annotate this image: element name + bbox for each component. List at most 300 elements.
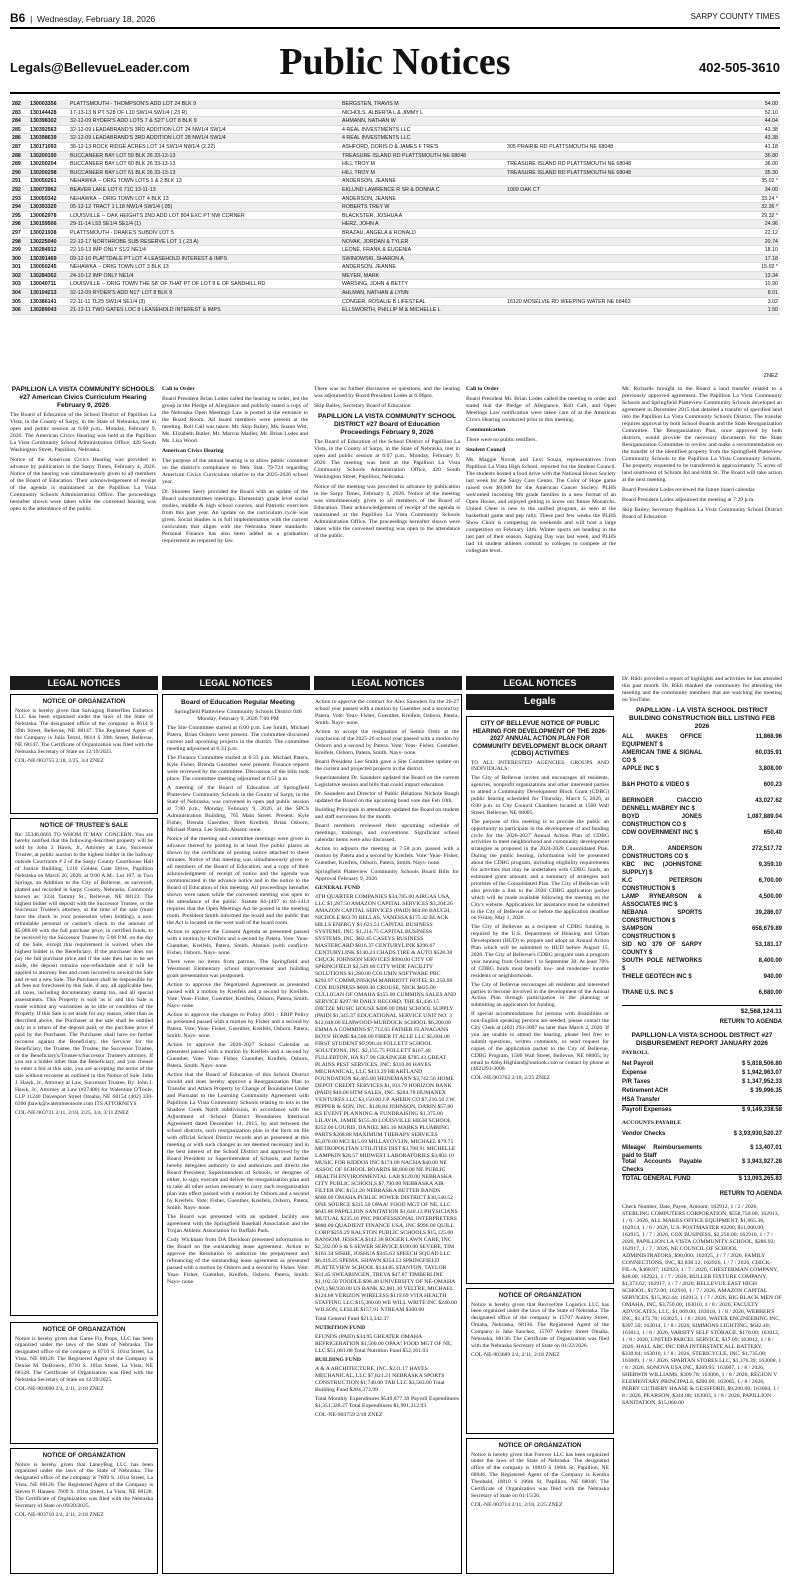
tax-table-footer: ZNEZ [763, 373, 778, 379]
table-cell: 130284912 [30, 247, 57, 254]
notice-title: NOTICE OF ORGANIZATION [42, 1326, 126, 1333]
springfield-minutes [162, 694, 462, 1574]
table-cell: 282 [12, 101, 21, 107]
table-cell: 33.24 * [761, 195, 778, 202]
list-item [622, 973, 782, 989]
list-item [622, 1069, 782, 1078]
ap-rows [622, 1130, 782, 1172]
minutes-title: PAPILLION LA VISTA COMMUNITY SCHOOLS #27 American Civics Curriculum Hearing February 9, 2026 [11, 386, 155, 409]
table-cell: 32-12-09 LEADABRAND'S 3RD ADDITION LOT 24 NW1/4 SW1/4 [70, 126, 226, 133]
springfield-para: Action that the Board of Education of this School District should and does hereby approve a Reorganization Plan to Transfer and Attach Property by Change of Boundaries Under and Pursuant to the Learning Community Agreement with Papillion La Vista Community Schools relating to lots in the Shadow Creek North subdivision, in accordance with the Adjustment of School District Boundaries Interlocal Agreement dated December 14, 2015, by and between the school districts, such reorganization plan in the form on file with official School District records and as presented at this meeting or with such changes as are deemed necessary and in the best interest of the School District and approved by the Board President or Superintendent of Schools, and further hereby delegates authority to and authorizes and directs the Board President, Superintendent of Schools, or designee of either, to sign, execute and deliver the reorganization plan and to take all other action necessary to carry such reorganization plan into effect passed with a motion by Osborn and a second by Kreifels. Vote: Fisher, Guenther, Kreifels, Osborn, Patera, Smith. Nays- none. [167, 1072, 309, 1211]
table-cell: TREASURE ISLAND RD PLATTSMOUTH NE 68048 [342, 152, 467, 159]
table-cell: 130393320 [30, 204, 57, 211]
minutes-para: Dr. Shureen Seery provided the Board with an update of the Board subcommittees meetings. Elementary grade level social studies, middle & high school courses, and Patriotic exercises from this past year. An update on the curriculum cycle was given. Social Studies is in full implementation with the current curriculum that aligns with the Nebraska State standards. Personal Finance has also been added as a graduation requirement as required by law. [162, 489, 308, 544]
table-cell: TREASURE ISLAND RD PLATTSMOUTH NE 68048 [507, 161, 632, 168]
table-cell: WARSING, JOHN & BETTY [342, 281, 409, 288]
table-cell: 130200298 [30, 169, 57, 176]
list-item-label: SOUTH POLE NETWORKS $ [622, 958, 702, 973]
list-item [622, 877, 782, 893]
table-cell: 43.38 [764, 135, 778, 142]
table-row [12, 160, 780, 169]
minutes-para: Notice of the American Civics Hearing was provided in advance by publication in the Sarpy Times, February 4, 2026. Notice of the hearing was simultaneously given to all members of the Board of Education. Their acknowledgement of receipt of the agenda is maintained at the Papillion La Vista Community Schools Administration Office. The proceedings hereafter shown were taken while the convened hearing was open to the attendance of the public. [10, 457, 156, 512]
list-item-label: CDW GOVERNMENT INC $ [622, 830, 699, 836]
minutes-col-4 [466, 386, 616, 668]
minutes-para: The purpose of the annual hearing is to allow public comment on the district's compliance to Neb. Stat. 79-724 regarding American Civics Curriculum relative to the 2025-2026 school year. [162, 458, 308, 485]
bills-total: $2,568,124.11 [622, 1005, 782, 1015]
springfield-bills: A & A ARCHITECTURE, INC. $231.17 HAYES MECHANICAL, LLC $7,821.21 NEBRASKA SPORTS CONSTRUCTION $1,740.00 TAB LLC $3,583.00 Total Building Fund $284,373.99 [315, 1366, 445, 1393]
list-item [622, 1060, 782, 1069]
notice-code: COL-NE-903755 2/18, 2/25, 3/4 ZNEZ [15, 757, 104, 764]
notice-body: Notice is hereby given that Forever LLC has been organized under the laws of the State of Nebraska. The designated office of the company is 10810 S 106th St, Papillion, NE 68046. The Registered Agent of the Company is Kendra Theobald, 10810 S 106th St, Papillion, NE 68046. The Certificate of Organization was filed with the Nebraska Secretary of State on 01/15/26. [471, 1451, 609, 1499]
general-fund-total [622, 1174, 782, 1187]
list-item-value: 4,500.00 [758, 894, 782, 900]
minutes-para: The Board of Education of the School District of Papillion La Vista, in the County of Sarpy, in the State of Nebraska, met in open and public session at 6:07 p.m., Monday, February 9, 2026. The meeting was held at the Papillion La Vista Community Schools Administration Office, 420 South Washington Street, Papillion, Nebraska. [314, 439, 460, 480]
list-item-label: D.R. ANDERSON CONSTRUCTORS CO $ [622, 846, 702, 861]
list-item-value: 11,868.96 [755, 734, 782, 740]
table-cell: 283 [12, 109, 21, 116]
table-cell: 130200190 [30, 152, 57, 159]
table-cell: 13.34 [764, 272, 778, 279]
notice-title: CITY OF BELLEVUE NOTICE OF PUBLIC HEARING FOR DEVELOPMENT OF THE 2026-2027 ANNUAL ACTION PLAN FOR COMMUNITY DEVELOPMENT BLOCK GRANT (CDBG) ACTIVITIES [472, 720, 608, 757]
payroll-rows [622, 1060, 782, 1105]
table-cell: 16120 MOSELVIE RD WEEPING WATER NE 68463 [507, 298, 631, 305]
table-cell: 09-12-10 PLATTDALE PT LOT 4 LEASEHOLD INTEREST & IMPS [70, 255, 228, 262]
minutes-col-2 [162, 386, 308, 668]
table-cell: 130386141 [30, 298, 57, 305]
table-row [12, 255, 780, 264]
list-item [622, 781, 782, 797]
list-item-value: $ 5,818,506.80 [741, 1061, 782, 1067]
list-item [622, 733, 782, 749]
table-row [12, 272, 780, 281]
springfield-para: There were no items from patrons. The Springfield and Westmont Elementary school improvement and building goals presentation was postponed. [167, 959, 309, 979]
list-item-value: 6,700.00 [758, 878, 782, 884]
page-number: B6 [10, 11, 26, 25]
legal-notices-bar: LEGAL NOTICES [314, 676, 462, 690]
list-item [622, 1144, 782, 1158]
list-item-value: 600.23 [763, 782, 782, 788]
minutes-signature: Skip Bailey, Secretary Board of Education [314, 403, 411, 409]
table-row [12, 134, 780, 143]
springfield-para: Building Principals in attendance updated the Board on student and staff successes for the month. [315, 807, 459, 820]
table-cell: 130050261 [30, 178, 57, 185]
list-item-value: 39,286.07 [755, 910, 782, 916]
list-item-value: 658,679.89 [751, 926, 782, 932]
gf-total-label: TOTAL GENERAL FUND [622, 1176, 691, 1182]
payroll-heading: PAYROLL [622, 1050, 649, 1056]
check-register: Check Number, Date, Payee, Amount: 162912, 1 / 2 / 2026, STERLING COMPUTERS CORPORATION, $558,750.00; 162913, 1 / 6 / 2026, ALL MAKES OFFICE EQUIPMENT, $1,065.36; 162914, 1 / 6 / 2026, U.S. POSTMASTER #2200, $11,000.00; 162915, 1 / 7 / 2026, COX BUSINESS, $2,256.00; 162916, 1 / 7 / 2026, PAPILLION LA VISTA COMMUNITY SCHOOL, $286.93; 162917, 1 / 7 / 2026, NE COUNCIL OF SCHOOL ADMINISTRATORS, $90,000; 162925, 1 / 7 / 2026, FAMILY CONNECTIONS, INC, $2,838.12; 162926, 1 / 7 / 2026, CHICK-FIL-A, $468.97; 162923, 1 / 7 / 2026, CHESTERMAN COMPANY, $48.00; 162921, 1 / 7 / 2026, BULLER FIXTURE COMPANY, $1,373.62; 162917, 1 / 7 / 2026, BELLEVUE EAST HIGH SCHOOL, $172.00; 162916, 1 / 7 / 2026, AMAZON CAPITAL SERVICES, $15,363.44; 162913, 1 / 7 / 2026, BIG BLACK MEN OF OMAHA, INC, $3,750.00; 163010, 1 / 8 / 2026, FACULTY ADVOCATES, LLC, $1,069.00; 163018, 1 / 8 / 2026, WEBBER'S INC, $1,472.70; 163025, 1 / 8 / 2026, WATER ENGINEERING INC, $397.50; 163014, 1 / 8 / 2026, SIMMONS LIGHTING, $642.40; 163013, 1 / 8 / 2026, VARSITY SELF STORAGE, $170.00; 163012, 1 / 8 / 2026, UNITED PARCEL SERVICE, $17.09; 163012, 1 / 8 / 2026, HALL ABC INC DBA INTERSTATE ALL BATTERY, $330.84; 163010, 1 / 8 / 2026, STERICYCLE, INC, $1,735.08; 163009, 1 / 8 / 2026, SPARTAN STORES LLC, $1,376.39; 163008, 1 / 8 / 2026, SONOVA USA INC, $269.95; 163007, 1 / 8 / 2026, SHERWIN WILLIAMS, $309.78; 163006, 1 / 8 / 2026, REGION V ELEMENTARY PRINCIPALS, $200.00; 163005, 1 / 8 / 2026, PERRY GUTHERY HAASE & GESSFORD, $9,200.00; 163004, 1 / 8 / 2026, PEARSON, $344.08; 163003, 1 / 8 / 2026, PAPILLION SANITATION, $15,060.00 [622, 1204, 782, 1406]
table-cell: 32.36 * [761, 204, 778, 211]
table-cell: 32-12-09 RYDER'S ADD LOTS 7 & S27' LOT 8 BLK 9 [70, 118, 197, 125]
minutes-para: Board President Brian Lodes called the hearing to order, led the group in the Pledge of Allegiance and publicly stated a copy of the Nebraska Open Meetings Law is posted at the entrance to the Board Room. All board members were present at the meeting. Roll Call was taken: Mr. Skip Bailey, Ms. Suann Witt, Ms. Elizabeth Butler, Mr. Marcus Madler, Mr. Brian Lodes and Ms. Lisa Wood. [162, 396, 308, 444]
springfield-para: Action to approve the contract for Alex Saunders for the 26-27 school year passed with a motion by Guenther and a second by Patera. Vote: Yeas- Fisher, Guenther, Kreifels, Osborn, Patera, Smith. Nays- none. [315, 699, 459, 726]
springfield-para: The Site Committee started at 6:00 p.m. Lee Smith, Michael Patera, Brian Osborn were present. The committee discussed current and upcoming projects in the district. The committee meeting adjourned at 6:31 p.m. [167, 725, 309, 752]
table-cell: 54.00 [764, 101, 778, 107]
notice-city-bellevue-cdbg [466, 716, 614, 1284]
table-row [12, 238, 780, 247]
return-to-agenda-link-2[interactable]: RETURN TO AGENDA [719, 1191, 782, 1197]
table-cell: 303 [12, 281, 21, 288]
table-cell: MEYER, MARK [342, 272, 380, 279]
table-cell: AHLMAN, NATHAN & LYNN [342, 290, 409, 297]
table-cell: 130225040 [30, 238, 57, 245]
table-cell: 300 [12, 255, 21, 262]
springfield-col-1 [167, 699, 309, 1569]
list-item-value: 8,400.00 [758, 958, 782, 964]
table-cell: 305 [12, 298, 21, 305]
minutes-para: Mr. Richards brought to the Board a land transfer related to a previously approved agreement. The Papillion La Vista Community Schools and Springfield Platteview Community Schools developed an agreement in December 2015 that detailed a transfer of specified land into the Papillion La Vista Community Schools District. The transfer requires approval by both School Boards and the State Reorganization Committee. The Reorganization Plan, once approved by both districts, would provide the necessary documents for the State Reorganization Committee to review and make a recommendation on the transfer of the identified property from the Springfield Platteview Community Schools to the Papillion La Vista Community Schools. The property requested to be transferred is approximately 75 acres of land southwest of Schram Rd and 84th St. The Board will take action at the next meeting. [622, 386, 782, 483]
notice-body: The City of Bellevue invites and encourages all residents, agencies, nonprofit organizations and other interested parties to attend a Community Development Block Grant (CDBG) public hearing scheduled for Thursday, March 5, 2026, at 6:00 p.m. in City Council Chambers located at 1500 Wall Street, Bellevue, NE 68005. [471, 775, 609, 816]
table-cell: 35.02 * [761, 178, 778, 185]
masthead-title: Public Notices [279, 41, 511, 83]
list-item [622, 765, 782, 781]
table-cell: 22-12-17 NORTHROBE SUB RESERVE LOT 1 (.23 A) [70, 238, 199, 245]
table-cell: 296 [12, 221, 21, 228]
table-cell: 130284362 [30, 272, 57, 279]
table-cell: 130159506 [30, 221, 57, 228]
list-item-label: Net Payroll [622, 1061, 654, 1067]
header-rule [10, 27, 780, 29]
masthead-rule [10, 92, 780, 94]
list-item-value: $ 13,407.01 [750, 1145, 782, 1151]
springfield-title: Board of Education Regular Meeting [181, 699, 295, 706]
list-item [622, 829, 782, 845]
springfield-para: The Finance Committee started at 6:33 p.m. Michael Patera, Kyle Fisher, Brenda Guenther were present. Finance reports were reviewed by the committee. Discussion of the bills took place. The committee meeting adjourned at 6:51 p.m. [167, 755, 309, 782]
notice-trustee-sale [10, 818, 158, 1316]
table-cell: BERGSTEN, TRAVIS M [342, 101, 399, 107]
table-cell: ANDERSON, JEANNE [342, 178, 396, 185]
legal-notices-bar: LEGAL NOTICES [162, 676, 310, 690]
table-cell: 18.10 [764, 247, 778, 254]
table-cell: 287 [12, 143, 21, 150]
table-cell: 29.32 * [761, 212, 778, 219]
table-cell: 41.18 [764, 143, 778, 150]
table-cell: 44.04 [764, 118, 778, 125]
list-item [622, 1130, 782, 1144]
notice-organization-5 [466, 1438, 614, 1574]
springfield-para: Board members reviewed their upcoming schedule of meetings, trainings, and conventions. Significant school calendar items were also discussed. [315, 823, 459, 843]
list-item-label: Expense [622, 1070, 647, 1076]
table-cell: SWINOWSKI, SHARON A [342, 255, 404, 262]
table-cell: HILL TROY M [342, 169, 375, 176]
springfield-para: The Board was presented with an updated facility use agreement with the Springfield Baseball Association and the Trojan Athletic Association for Buffalo Park. [167, 1214, 309, 1234]
list-item [622, 989, 782, 1005]
masthead-email[interactable]: Legals@BellevueLeader.com [10, 60, 190, 75]
table-cell: 36-12-13 ROCK RIDGE ACRES LOT 14 SW1/4 NW1/4 (2.22) [70, 143, 216, 150]
table-row [12, 203, 780, 212]
notice-code: COL-NE-903759 2/18 ZNEZ [315, 1412, 383, 1418]
list-item-label: BOYD JONES CONSTRUCTION CO $ [622, 814, 702, 829]
table-cell: EKLUND LAWRENCE R SR & DONNA C [342, 186, 440, 193]
return-to-agenda-link[interactable]: RETURN TO AGENDA [719, 1019, 782, 1025]
springfield-subtitle: Springfield Platteview Community Schools District 046 Monday, February 9, 2026 7:00 PM [174, 709, 302, 722]
table-cell: 298 [12, 238, 21, 245]
list-item [622, 813, 782, 829]
table-cell: BUCCANEER BAY LOT 59 BLK 26 33-13-13 [70, 152, 176, 159]
publication-name: SARPY COUNTY TIMES [690, 12, 780, 21]
table-cell: 130144428 [30, 109, 57, 116]
table-cell: 284 [12, 118, 21, 125]
list-item-value: $ 3,93,930,520.27 [733, 1131, 782, 1137]
table-cell: 17.18 [764, 255, 778, 262]
table-cell: 21-12-11 TWO GATES LOC 8 LEASEHOLD INTEREST & IMPS [70, 307, 221, 314]
table-row [12, 152, 780, 161]
springfield-para: A meeting of the Board of Education of Springfield Platteview Community Schools in the County of Sarpy, in the State of Nebraska, was convened in open and public session at 7:00 p.m., Monday, February 9, 2026, at the SPCS Administration Building, 765 Main Street. Present: Kyle Fisher, Brenda Guenther, Brett Kreifels, Brian Osborn, Michael Patera, Lee Smith. Absent: none. [167, 785, 309, 833]
table-cell: 22-11-11 TL29 SW1/4 SE1/4 (3) [70, 298, 146, 305]
table-row [12, 100, 780, 109]
list-item-label: HSA Transfer [622, 1097, 660, 1103]
table-row [12, 220, 780, 229]
table-cell: 297 [12, 229, 21, 236]
table-row [12, 246, 780, 255]
notice-title: NOTICE OF ORGANIZATION [42, 1452, 126, 1459]
list-item [622, 1078, 782, 1087]
minutes-title-2: PAPILLION LA VISTA COMMUNITY SCHOOL DISTRICT #27 Board of Education Proceedings February 9, 2026 [318, 413, 456, 436]
table-cell: 34.00 [764, 186, 778, 193]
notice-body: Notice is hereby given that Game Fix Props, LLC has been organized under the laws of the State of Nebraska. The designated office of the company is 8710 S. 101st Street, La Vista, NE 68128. The Registered Agent of the Company is Denise M. DeBroeck, 8710 S. 101st Street, La Vista, NE 68128. The Certificate of Organization was filed with the Nebraska Secretary of State on 12/29/2025. [15, 1335, 153, 1383]
table-row [12, 298, 780, 307]
payroll-total [622, 1105, 782, 1116]
minutes-para: Board President Lodes reviewed the future board calendar. [622, 487, 756, 493]
table-cell: ANDERSON, JEANNE [342, 264, 396, 271]
minutes-col-5 [622, 386, 782, 668]
springfield-fund-heading: GENERAL FUND [315, 885, 361, 891]
table-row [12, 177, 780, 186]
table-cell: 3.02 [767, 298, 778, 305]
list-item-label: Total Accounts Payable Checks [622, 1159, 702, 1174]
table-row [12, 143, 780, 152]
notice-body: If special accommodations for persons with disabilities or non-English speaking persons are needed, please contact the City Clerk at (402) 293-3007 no later than March 2, 2026. If you are unable to attend the hearing, please feel free to submit questions, written comments, or send request for copies of the application packet to the City of Bellevue, CDBG Program, 1500 Wall Street, Bellevue, NE 68005; by email to Abby.Highland@outlook.com or contact by phone at (402)293-3000. [471, 1011, 609, 1073]
table-cell: 20.74 [764, 238, 778, 245]
table-cell: ROBERTS TREY W [342, 204, 390, 211]
notice-body: TO ALL INTERESTED AGENCIES, GROUPS AND INDIVIDUALS: [471, 759, 609, 773]
table-row [12, 126, 780, 135]
list-item [622, 909, 782, 925]
minutes-heading: Call to Order [162, 386, 195, 392]
table-cell: 130050342 [30, 195, 57, 202]
table-cell: 4 REAL INVESTMENTS LLC [342, 135, 411, 142]
notice-title: NOTICE OF ORGANIZATION [42, 698, 126, 705]
table-cell: NEHAWKA -- ORIG TOWN LOTS 1 & 2 BLK 13 [70, 178, 182, 185]
table-cell: 130171093 [30, 143, 57, 150]
table-cell: 43.38 [764, 126, 778, 133]
list-item-value: 60,035.91 [755, 750, 782, 756]
minutes-para: Board President Mr. Brian Lodes called the meeting to order and stated that the Pledge of Allegiance, Roll Call, and Open Meetings Law notification were taken care of at the American Civics Hearing conducted prior to this meeting. [466, 396, 616, 423]
page-header [10, 10, 780, 24]
table-cell: 130021938 [30, 229, 57, 236]
list-item-label: LAMP RYNEARSON & ASSOCIATES INC $ [622, 894, 702, 909]
notice-body: Re: 35346.0603 TO WHOM IT MAY CONCERN: You are hereby notified that the following-described property will be sold by John J. Hawk, Jr., Attorney at Law, Successor Trustee, at public auction to the highest bidder in the hallway outside Courtroom # 2 of the Sarpy County Courthouse Hall of Justice Building, 1210 Golden Gate Drive, Papillion Nebraska on March 26, 2026, at 9:00 A.M.: Lot 107, in Two Springs, an Addition to the City of Bellevue, as surveyed, platted and recorded in Sarpy County, Nebraska. Commonly known as: 3334 Tammy St., Bellevue, NE 68123. The highest bidder will deposit with the Successor Trustee, or the Successor Trustee's attorney, at the time of the sale (must have the check in your possession when bidding), a non-refundable personal or cashier's check in the amount of $5,000.00 with the full purchase price, in certified funds, to be received by the Successor Trustee by 5:00 P.M. on the day of the Sale, except this requirement is waived when the highest bidder is the Beneficiary. If the purchaser does not pay the full purchase price and if the sale then has to be set aside, the deposit remains non-refundable and it will be applied to attorney fees and costs incurred to unwind the Sale and re-set a new Sale. The Purchaser shall be responsible for all fees not foreclosed by this Sale, if any, all applicable fees, all taxes, including documentary stamp tax, and all special assessments. This Property is sold 'as is' and this Sale is made without any warranties as to title or condition of the Property. If this Sale is set aside for any reason, other than as described above, the Purchaser at the sale shall be entitled only to a return of the deposit paid, or the purchase price if paid by the Purchaser. The Purchaser shall have no further recourse against the Beneficiary, the Servicer for the Beneficiary, the Trustee, the Trustee, the Successor Trustee, or the Beneficiary's/Trustee's/Successor Trustee's attorney. If you are a bidder other than the Beneficiary, and you choose to enter a bid at this sale, you are accepting the terms of the sale without recourse as outlined in this Notice of Sale. John J. Hawk, Jr., Attorney at Law, Successor Trustee, By: John J. Hawk, Jr., Attorney at Law (#27400) for Walentine O'Toole, LLP 11240 Davenport Street Omaha, NE 68154 (402) 330-6300 jhawk@walentineotoole.com ITS ATTORNEYS [15, 831, 153, 1107]
list-item-value: 9,359.10 [758, 862, 782, 868]
legal-notices-bar: LEGAL NOTICES [10, 676, 158, 690]
table-cell: 301 [12, 264, 21, 271]
minutes-para: There were no public testifiers. [466, 437, 537, 443]
table-cell: 32-12-09 RYDER'S ADD N17' LOT 8 BLK 9 [70, 290, 173, 297]
list-item-value: 3,808.00 [758, 766, 782, 772]
list-item-label: Mileage/ Reimbursements paid to Staff [622, 1145, 702, 1160]
list-item [622, 941, 782, 957]
list-item-label: NEBANA SPORTS CONSTRUCTION $ [622, 910, 702, 925]
minutes-heading: American Civics Hearing [162, 448, 224, 454]
list-item-label: K.C PETERSON CONSTRUCTION $ [622, 878, 702, 893]
table-cell: 36.00 [764, 161, 778, 168]
list-item-label: THIELE GEOTECH INC $ [622, 974, 692, 980]
list-item-value: 6,680.00 [758, 990, 782, 996]
bills-column [622, 676, 782, 1574]
list-item-value: $ 39,996.35 [750, 1088, 782, 1094]
tax-table [12, 100, 780, 315]
table-cell: 306 [12, 307, 21, 314]
minutes-para: Board President Lodes adjourned the meeting at 7:29 p.m. [622, 497, 755, 503]
table-cell: PLATTSMOUTH - DRAKE'S SUBDIV LOT 5 [70, 229, 174, 236]
table-cell: 130289043 [30, 307, 57, 314]
table-cell: 130003356 [30, 101, 57, 107]
table-cell: LOUISVILLE -- ORIG TOWN THE S8' OF THAT PT OF LOT 8 E OF SANDHILL RD [70, 281, 266, 288]
table-cell: NEHAWKA -- ORIG TOWN LOT 3 BLK 13 [70, 264, 169, 271]
notice-body: Notice is hereby given that ReviveOne Logistics LLC has been organized under the laws of the State of Nebraska. The designated office of the company is 15707 Audrey Street, Omaha, Nebraska, 68136. The Registered Agent of the Company is Jake Sanchez, 15707 Audrey Street Omaha, Nebraska, 68136. The Certificate of Organization was filed with the Nebraska Secretary of State on 01/22/2026. [471, 1301, 609, 1349]
table-cell: 304 [12, 290, 21, 297]
list-item [622, 1096, 782, 1105]
table-row [12, 169, 780, 178]
table-cell: 4 REAL INVESTMENTS LLC [342, 126, 411, 133]
table-cell: 10.90 [764, 281, 778, 288]
table-cell: 36.80 [764, 152, 778, 159]
table-cell: 130398639 [30, 135, 57, 142]
table-cell: 289 [12, 161, 21, 168]
table-cell: ELLSWORTH, PHILLIP M & MICHELLE L [342, 307, 441, 314]
table-cell: 1.50 [767, 307, 778, 314]
list-item-value: 940.00 [763, 974, 782, 980]
table-cell: PLATTSMOUTH - THOMPSON'S ADD LOT 24 BLK 9 [70, 101, 197, 107]
bill-listing [622, 733, 782, 1005]
minutes-heading: Call to Order [466, 386, 499, 392]
minutes-para: The Board of Education of the School District of Papillion La Vista, in the County of Sarpy, in the State of Nebraska, met in open and public session at 6:00 p.m., Monday, February 9, 2026. The American Civics Hearing was held at the Papillion La Vista Community School Administration Office, 420 South Washington Street, Papillion, Nebraska. [10, 412, 156, 453]
bills-title: PAPILLION - LA VISTA SCHOOL DISTRICT BUILDING CONSTRUCTION BILL LISTING FEB 2026 [628, 707, 776, 730]
list-item [622, 861, 782, 877]
payroll-total-value: $ 9,149,338.58 [741, 1107, 782, 1113]
disbursement-title: PAPILLION-LA VISTA SCHOOL DISTRICT #27 DISBURSEMENT REPORT JANUARY 2026 [631, 1032, 773, 1047]
table-row [12, 289, 780, 298]
table-cell: 288 [12, 152, 21, 159]
table-cell: 130200204 [30, 161, 57, 168]
list-item-value: 53,181.17 [755, 942, 782, 948]
list-item-value: 1,087,889.04 [746, 814, 782, 820]
springfield-totals: Total Monthly Expenditures $549,877.39 Payroll Expenditures $1,351,328.27 Total Expenditures $1,901,212.93 [315, 1396, 459, 1409]
notice-body: The City of Bellevue encourages all residents and interested parties to become involved in the development of the Annual Action Plan through participation in the planning or submitting an application for funding. [471, 981, 609, 1009]
minutes-para: Notice of the meeting was provided in advance by publication in the Sarpy Times, February 4, 2026. Notice of the meeting was simultaneously given to all members of the Board of Education. Their acknowledgement of receipt of the agenda is maintained at the Papillion La Vista Community Schools Administration Office. The proceedings hereafter shown were taken while the convened meeting was open to the attendance of the public. [314, 484, 460, 539]
table-cell: NEHAWKA -- ORIG TOWN LOT 4 BLK 13 [70, 195, 169, 202]
table-cell: 130050245 [30, 264, 57, 271]
table-cell: BRAZAU, ANGELA & RONALD [342, 229, 416, 236]
notice-body: Notice is hereby given that LaneyBug LLC has been organized under the laws of the State of Nebraska. The designated office of the company is 7609 S. 101st Street, La Vista, NE 68128. The Registered Agent of the Company is Steven P. Hansen, 7609 S. 101st Street, La Vista, NE 68128. The Certificate of Organization was filed with the Nebraska Secretary of State on 09/20/2025. [15, 1461, 153, 1509]
notice-organization-3 [10, 1448, 158, 1574]
table-cell: 290 [12, 169, 21, 176]
notice-title: NOTICE OF ORGANIZATION [498, 1292, 582, 1299]
table-cell: NOVAK, JORDAN & TYLER [342, 238, 409, 245]
list-item-label: P/R Taxes [622, 1079, 651, 1085]
list-item [622, 957, 782, 973]
table-cell: 29-11-14 L53 SE1/4 SE1/4 (1) [70, 221, 141, 228]
table-cell: LEONE, FRANK & EUGENIA [342, 247, 412, 254]
notice-code: COL-NE-903721 2/11, 2/18, 2/25, 3/4, 3/11 ZNEZ [15, 1109, 129, 1116]
table-cell: 130073962 [30, 186, 57, 193]
list-item-value: $ 1,942,963.07 [741, 1070, 782, 1076]
table-cell: 292 [12, 186, 21, 193]
table-cell: 130398302 [30, 118, 57, 125]
table-row [12, 306, 780, 315]
table-cell: HILL TROY M [342, 161, 375, 168]
minutes-signature: Skip Bailey, Secretary Papillion La Vista Community School District Board of Education [622, 507, 782, 520]
table-cell: 130392563 [30, 126, 57, 133]
table-cell: 32-12-09 LEADABRAND'S 3RD ADDITION LOT 28 NW1/4 SW1/4 [70, 135, 226, 142]
table-cell: 130062978 [30, 212, 57, 219]
springfield-para: Action to accept the resignation of Semiz Ortiz at the conclusion of the 2025-26 school year passed with a motion by Osborn and a second by Patera. Vote: Yeas- Fisher, Guenther, Kreifels, Osborn, Patera, Smith. Nays- none. [315, 729, 459, 756]
notice-body: The City of Bellevue as a recipient of CDBG funding is required by the U.S. Department of Housing and Urban Development (HUD) to prepare and adopt an Annual Action Plan which will be submitted to HUD before August 15, 2026. The City of Bellevue's CDBG program uses a program year running from October 1 to September 30. At least 70% of CDBG funds must benefit low- and moderate- income residents or neighborhoods. [471, 924, 609, 979]
list-item [622, 1158, 782, 1172]
minutes-col-1 [10, 386, 156, 668]
table-cell: 22.12 [764, 229, 778, 236]
table-row [12, 280, 780, 289]
notice-body: Notice is hereby given that Salvaging Butterflies Esthetics LLC has been organized under the laws of the State of Nebraska. The designated office of the company is 8614 S 39th Street, Bellevue, NE 68147. The Registered Agent of the Company is Julia Terrel, 8614 S 39th Street, Bellevue, NE 68147. The Certificate of Organization was filed with the Nebraska Secretary of State on 12/19/2025. [15, 707, 153, 755]
springfield-para: Notice of the meeting and committee meetings were given in advance thereof by posting in at least five public places as shown by the certificate of posting notice attached to these minutes. Notice of this meeting was simultaneously given to all members of the Board of Education, and a copy of their acknowledgment of receipt of notice and the agenda was communicated in the advance notice and in the notice to the Board of Education of this meeting. All proceedings hereafter shown were taken while the convened meeting was open to the attendance of the public. Statute 84-1407 to 84-1414 requires that the Open Meetings Act be posted in the meeting room. President Smith informed the board and the public that the Act is located on the west wall of the board room. [167, 836, 309, 926]
table-cell: AHMANN, NATHAN W [342, 118, 396, 125]
table-cell: ANDERSON, JEANNE [342, 195, 396, 202]
table-cell: 285 [12, 126, 21, 133]
list-item [622, 845, 782, 861]
table-cell: ASHFORD, DORIS D & JAMES F TRE'S [342, 143, 439, 150]
springfield-para: Action to approve the 2026-2027 School Calendar as presented passed with a motion by Kreifels and a second by Guenther. Vote: Yeas- Fisher, Guenther, Kreifels, Osborn, Patera, Smith. Nays- none. [167, 1042, 309, 1069]
table-cell: NICHOLS, ALBERTA L & JIMMY L [342, 109, 424, 116]
springfield-fund-heading: NUTRITION FUND [315, 1325, 366, 1331]
table-row [12, 186, 780, 195]
table-cell: BEAVER LAKE LOT 6 71C 13-11-13 [70, 186, 156, 193]
table-cell: HERZ, JOHN A [342, 221, 379, 228]
notice-code: COL-NE-903762 2/18, 2/25 ZNEZ [471, 1075, 550, 1082]
gf-total-value: $ 13,093,265.83 [738, 1176, 782, 1182]
notice-organization-1 [10, 694, 158, 814]
table-cell: BUCCANEER BAY LOT 60 BLK 26 33-13-13 [70, 161, 176, 168]
table-cell: 302 [12, 272, 21, 279]
table-cell: 294 [12, 204, 21, 211]
minutes-col-3 [314, 386, 460, 668]
list-item-label: BERINGER CIACCIO DENNELL MABREY INC $ [622, 798, 702, 813]
list-item [622, 749, 782, 765]
list-item-label: AMERICAN TIME & SIGNAL CO $ [622, 750, 702, 765]
list-item-value: 650.40 [763, 830, 782, 836]
springfield-para: Board President Lee Smith gave a Site Committee update on the current and projected projects in the district. [315, 759, 459, 772]
minutes-heading: Student Council [466, 447, 506, 453]
notice-code: COL-NE-903689 2/4, 2/11, 2/18 ZNEZ [471, 1351, 560, 1358]
table-cell: 1009 OAK CT [507, 186, 540, 193]
notice-code: COL-NE-903710 2/4, 2/11, 2/18 ZNEZ [15, 1511, 104, 1518]
masthead [10, 30, 780, 86]
list-item [622, 893, 782, 909]
table-cell: 130104213 [30, 290, 57, 297]
table-cell: 17-13-13 N PT S28 OF L10 SW1/4 SW1/4 (.23 R) [70, 109, 188, 116]
legal-notices-bar: LEGAL NOTICES [466, 676, 614, 690]
minutes-para: Ms. Maggie Novak and Lexi Souza, representatives from Papillion La Vista High School, reported for the Student Council. The students hosted a food drive with the National Honor Society last week for the Sarpy Care Center. The Color of Hope game raised over $9,000 for the American Cancer Society. PLHS welcomed incoming 8th grade families in a new format of an Open House, and enjoyed getting to know our future Monarchs. United Cheer is new to the unified program, as seen at the basketball game and pep rally. These past few weeks the PLHS Show Choir is competing on weekends and will host a large competition on February 14th. Winter sports are heading in the last part of their season. Signing Day was last week, and PLHS had 14 student athletes commit to colleges to compete at the collegiate level. [466, 457, 616, 554]
notice-title: NOTICE OF ORGANIZATION [498, 1442, 582, 1449]
list-item-label: APPLE INC $ [622, 766, 660, 772]
table-cell: 35.30 [764, 169, 778, 176]
issue-date: Wednesday, February 18, 2026 [37, 14, 156, 24]
masthead-phone: 402-505-3610 [699, 60, 780, 75]
table-cell: 295 [12, 212, 21, 219]
notice-title: NOTICE OF TRUSTEE'S SALE [39, 822, 129, 829]
table-row [12, 229, 780, 238]
table-row [12, 263, 780, 272]
list-item [622, 797, 782, 813]
